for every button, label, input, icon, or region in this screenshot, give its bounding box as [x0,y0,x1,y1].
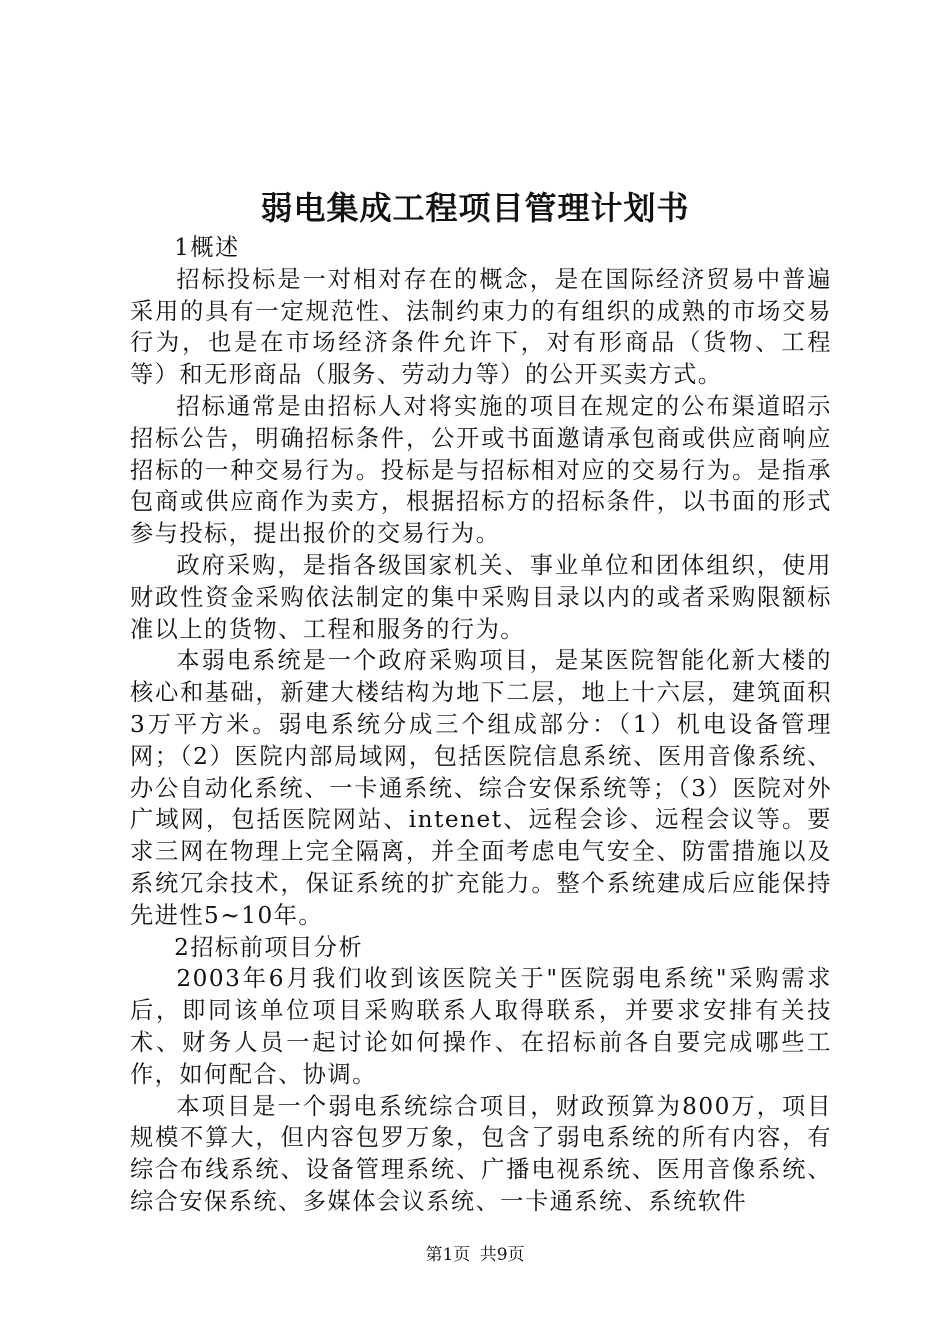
document-body [130,232,832,1218]
document-title: 弱电集成工程项目管理计划书 [260,189,690,227]
paragraph: 招标投标是一对相对存在的概念，是在国际经济贸易中普遍采用的具有一定规范性、法制约束力的有组织的成熟的市场交易行为，也是在市场经济条件允许下，对有形商品（货物、工程等）和无形商品（服务、劳动力等）的公开买卖方式。 [130,265,832,389]
page-number: 第1页 [425,1245,471,1265]
paragraph: 本弱电系统是一个政府采购项目，是某医院智能化新大楼的核心和基础，新建大楼结构为地下二层，地上十六层，建筑面积3万平方米。弱电系统分成三个组成部分：（1）机电设备管理网；（2）医院内部局域网，包括医院信息系统、医用音像系统、办公自动化系统、一卡通系统、综合安保系统等；（3）医院对外广域网，包括医院网站、intenet、远程会诊、远程会议等。要求三网在物理上完全隔离，并全面考虑电气安全、防雷措施以及系统冗余技术，保证系统的扩充能力。整个系统建成后应能保持先进性5~10年。 [130,647,832,929]
paragraph: 政府采购，是指各级国家机关、事业单位和团体组织，使用财政性资金采购依法制定的集中采购目录以内的或者采购限额标准以上的货物、工程和服务的行为。 [130,551,832,643]
paragraph: 2003年6月我们收到该医院关于"医院弱电系统"采购需求后，即同该单位项目采购联系人取得联系，并要求安排有关技术、财务人员一起讨论如何操作、在招标前各自要完成哪些工作，如何配合、协调。 [130,965,832,1088]
section-heading: 2招标前项目分析 [174,933,364,961]
page-footer [0,1243,950,1267]
page-total: 共9页 [479,1245,525,1265]
section-heading: 1概述 [174,234,240,261]
paragraph: 本项目是一个弱电系统综合项目，财政预算为800万，项目规模不算大，但内容包罗万象，包含了弱电系统的所有内容，有综合布线系统、设备管理系统、广播电视系统、医用音像系统、综合安保系统、多媒体会议系统、一卡通系统、系统软件 [130,1092,832,1215]
paragraph: 招标通常是由招标人对将实施的项目在规定的公布渠道昭示招标公告，明确招标条件，公开或书面邀请承包商或供应商响应招标的一种交易行为。投标是与招标相对应的交易行为。是指承包商或供应商作为卖方，根据招标方的招标条件，以书面的形式参与投标，提出报价的交易行为。 [130,392,832,548]
